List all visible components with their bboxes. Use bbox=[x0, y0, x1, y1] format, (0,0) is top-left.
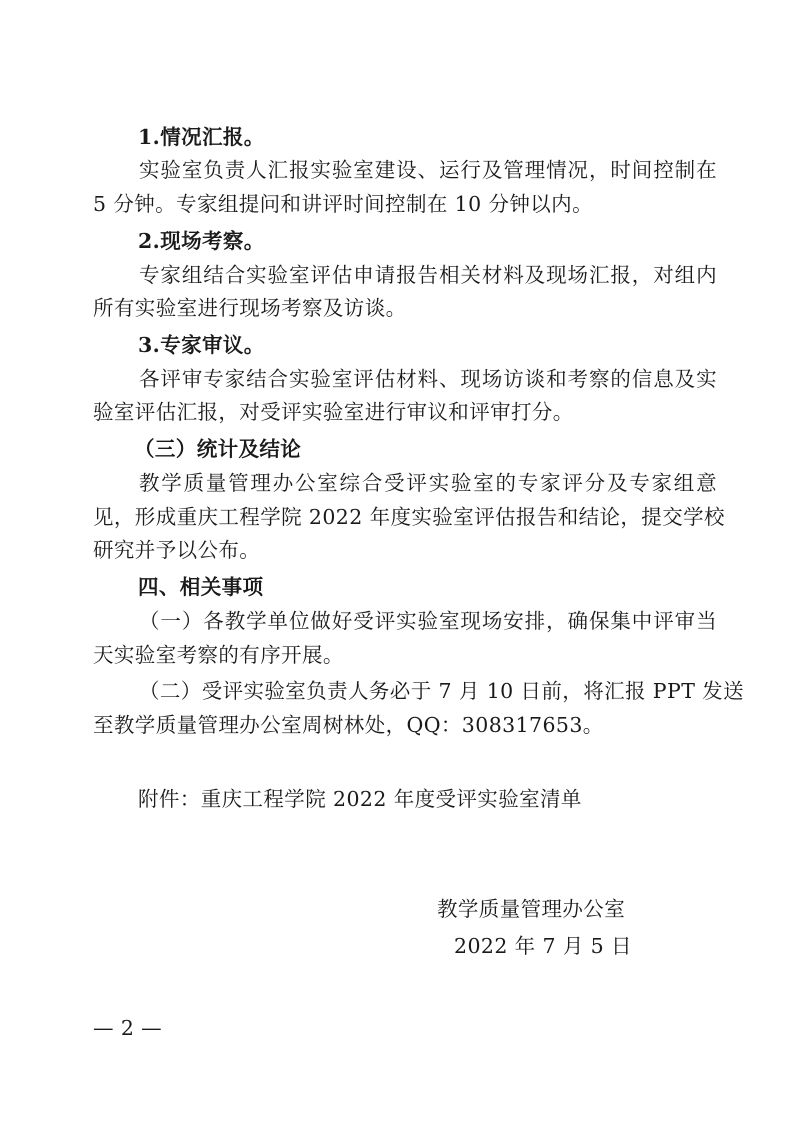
paragraph-line: 验室评估汇报，对受评实验室进行审议和评审打分。 bbox=[93, 400, 574, 424]
paragraph-line: 各评审专家结合实验室评估材料、现场访谈和考察的信息及实 bbox=[139, 367, 717, 391]
paragraph-line: 5 分钟。专家组提问和讲评时间控制在 10 分钟以内。 bbox=[93, 192, 593, 216]
section-heading-situation-report: 1.情况汇报。 bbox=[138, 125, 265, 149]
paragraph-line: （二）受评实验室负责人务必于 7 月 10 日前，将汇报 PPT 发送 bbox=[139, 679, 744, 703]
page-number: — 2 — bbox=[93, 1016, 163, 1040]
paragraph-line: （一）各教学单位做好受评实验室现场安排，确保集中评审当 bbox=[139, 609, 717, 633]
section-heading-statistics-conclusion: （三）统计及结论 bbox=[134, 437, 302, 461]
paragraph-line: 专家组结合实验室评估申请报告相关材料及现场汇报，对组内 bbox=[139, 263, 717, 287]
section-heading-expert-review: 3.专家审议。 bbox=[138, 333, 265, 357]
paragraph-line: 至教学质量管理办公室周树林处，QQ：308317653。 bbox=[93, 713, 604, 737]
paragraph-line: 天实验室考察的有序开展。 bbox=[93, 643, 344, 667]
signature-date: 2022 年 7 月 5 日 bbox=[454, 934, 632, 958]
paragraph-line: 教学质量管理办公室综合受评实验室的专家评分及专家组意 bbox=[139, 471, 717, 495]
section-heading-related-matters: 四、相关事项 bbox=[138, 575, 264, 599]
paragraph-line: 研究并予以公布。 bbox=[93, 538, 261, 562]
attachment-line: 附件：重庆工程学院 2022 年度受评实验室清单 bbox=[138, 787, 582, 811]
signature-office: 教学质量管理办公室 bbox=[437, 897, 626, 921]
paragraph-line: 实验室负责人汇报实验室建设、运行及管理情况，时间控制在 bbox=[139, 158, 717, 182]
paragraph-line: 所有实验室进行现场考察及访谈。 bbox=[93, 296, 407, 320]
paragraph-line: 见，形成重庆工程学院 2022 年度实验室评估报告和结论，提交学校 bbox=[93, 505, 725, 529]
section-heading-site-inspection: 2.现场考察。 bbox=[138, 229, 265, 253]
